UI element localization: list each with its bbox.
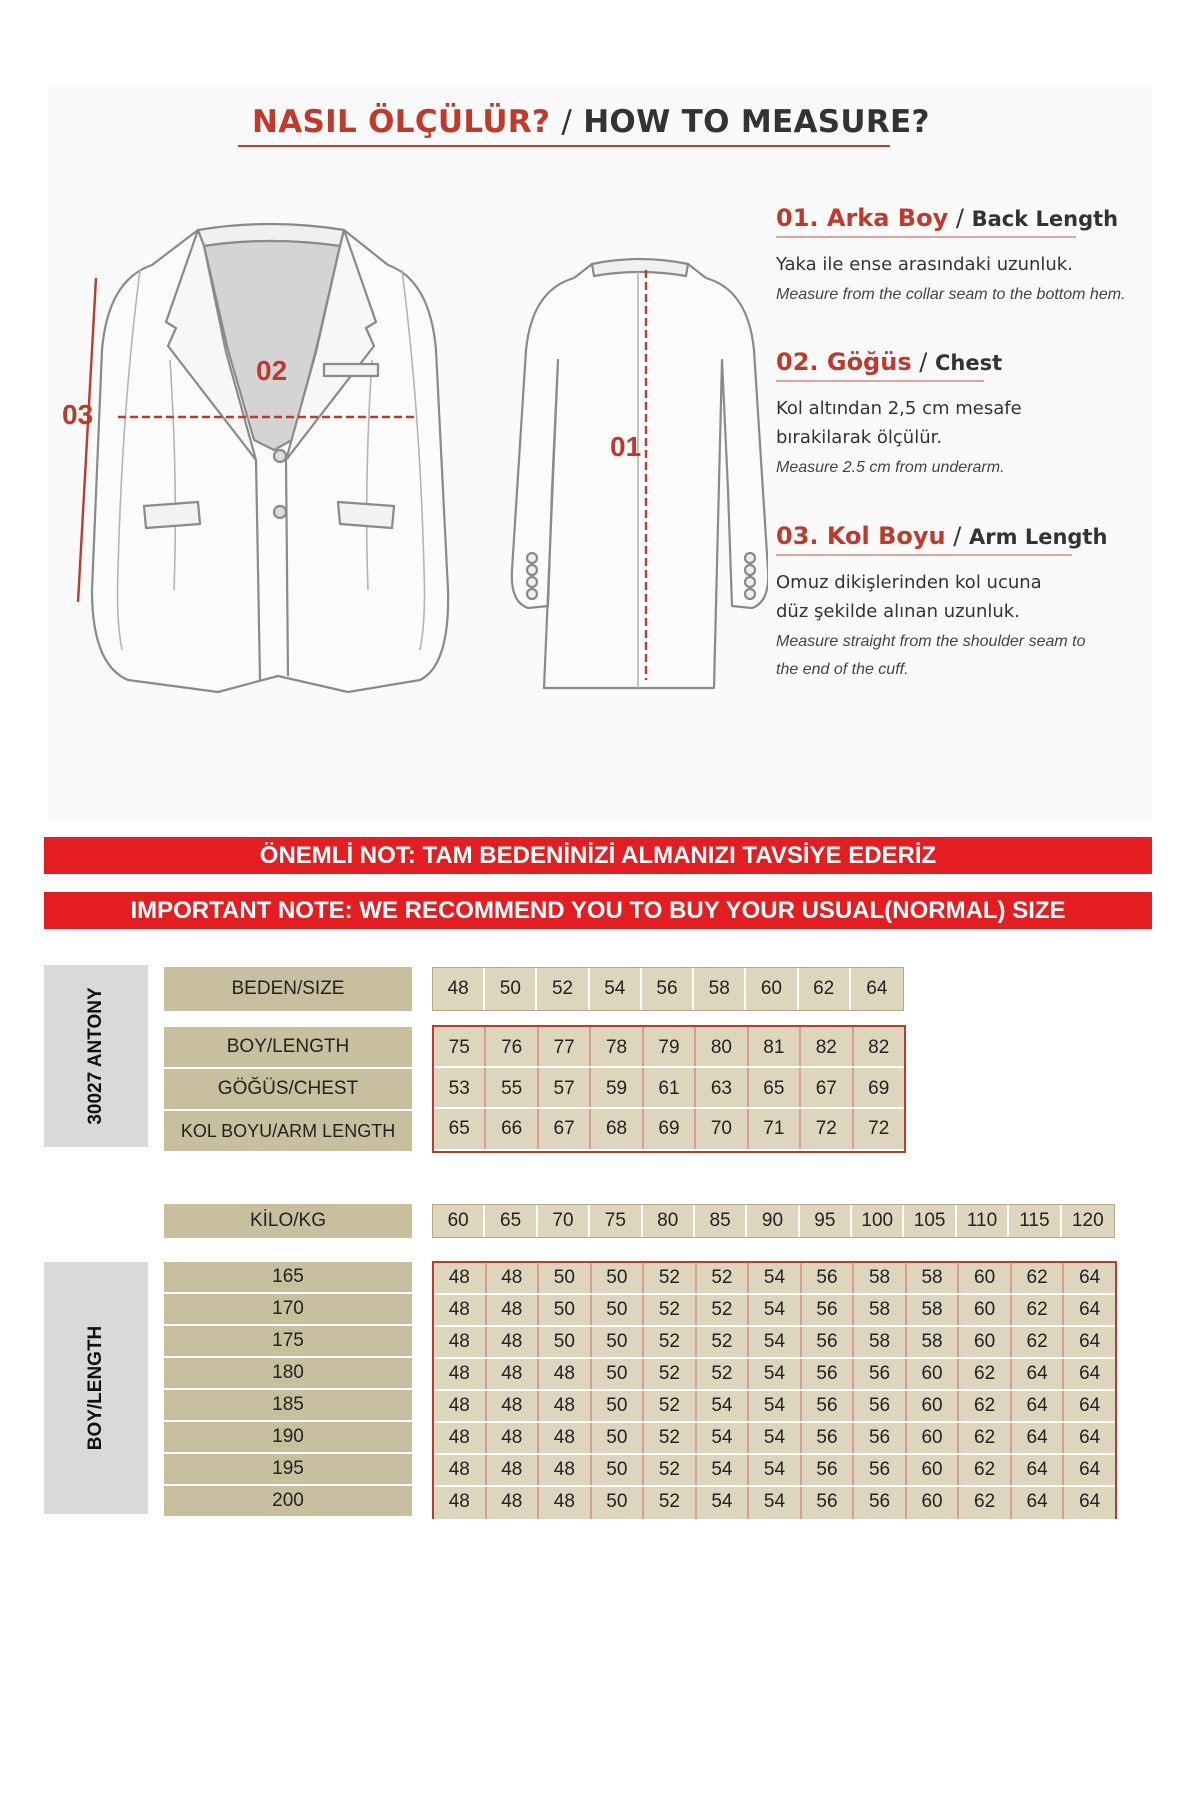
model-side-label <box>44 965 148 1147</box>
step-title-en: Arm Length <box>969 525 1108 549</box>
recommended-size-cell: 62 <box>1012 1263 1065 1293</box>
recommended-size-cell: 52 <box>697 1327 750 1357</box>
step-heading <box>776 204 1156 232</box>
measure-cell: 76 <box>486 1027 538 1066</box>
recommended-size-cell: 64 <box>1012 1423 1065 1453</box>
recommended-size-cell: 60 <box>959 1295 1012 1325</box>
measure-cell: 82 <box>801 1027 853 1066</box>
measure-cell: 66 <box>486 1109 538 1149</box>
recommended-size-cell: 56 <box>802 1263 855 1293</box>
measure-cell: 59 <box>591 1068 643 1107</box>
step-title-tr: 03. Kol Boyu <box>776 522 946 550</box>
height-label: 185 <box>164 1390 412 1420</box>
recommended-size-cell: 50 <box>592 1423 645 1453</box>
height-label: 170 <box>164 1294 412 1324</box>
recommended-size-cell: 52 <box>697 1295 750 1325</box>
table-row <box>434 1027 904 1068</box>
step-rule <box>776 554 1072 556</box>
recommended-size-cell: 48 <box>487 1455 540 1485</box>
recommended-size-cell: 62 <box>1012 1295 1065 1325</box>
recommended-size-cell: 62 <box>959 1455 1012 1485</box>
step-heading <box>776 348 1156 376</box>
recommended-size-cell: 50 <box>592 1455 645 1485</box>
measure-cell: 70 <box>696 1109 748 1149</box>
measure-cell: 53 <box>434 1068 486 1107</box>
recommended-size-cell: 50 <box>539 1327 592 1357</box>
recommended-size-cell: 48 <box>487 1295 540 1325</box>
recommended-size-cell: 50 <box>592 1295 645 1325</box>
recommended-size-cell: 54 <box>697 1391 750 1421</box>
recommended-size-cell: 48 <box>539 1455 592 1485</box>
important-note-en: IMPORTANT NOTE: WE RECOMMEND YOU TO BUY YOUR USUAL(NORMAL) SIZE <box>44 892 1152 929</box>
measurements-grid <box>432 1025 906 1153</box>
kg-header-row <box>432 1204 1115 1238</box>
height-label: 195 <box>164 1454 412 1484</box>
step-title-en: Back Length <box>971 207 1119 231</box>
recommended-size-cell: 48 <box>434 1455 487 1485</box>
recommended-size-cell: 56 <box>802 1359 855 1389</box>
how-to-measure-title <box>252 104 930 140</box>
recommended-size-cell: 62 <box>959 1423 1012 1453</box>
measure-cell: 80 <box>696 1027 748 1066</box>
step-rule <box>776 236 1076 238</box>
recommended-size-cell: 64 <box>1012 1487 1065 1519</box>
recommended-size-cell: 60 <box>907 1359 960 1389</box>
recommended-size-cell: 64 <box>1064 1327 1115 1357</box>
recommended-size-cell: 48 <box>434 1359 487 1389</box>
step-chest <box>776 348 1156 482</box>
measure-cell: 81 <box>749 1027 801 1066</box>
step-separator: / <box>955 204 964 232</box>
measure-cell: 69 <box>644 1109 696 1149</box>
step-title-tr: 01. Arka Boy <box>776 204 949 232</box>
recommended-size-cell: 56 <box>802 1487 855 1519</box>
table-row <box>434 1359 1115 1391</box>
recommended-size-cell: 56 <box>854 1359 907 1389</box>
kg-cell: 80 <box>643 1205 695 1237</box>
recommended-size-cell: 48 <box>487 1327 540 1357</box>
height-label: 165 <box>164 1262 412 1292</box>
size-cell: 48 <box>433 968 485 1010</box>
size-cell: 52 <box>537 968 589 1010</box>
recommended-size-cell: 56 <box>854 1487 907 1519</box>
measure-cell: 69 <box>854 1068 904 1107</box>
title-underline <box>238 145 890 147</box>
measure-cell: 75 <box>434 1027 486 1066</box>
height-side-label <box>44 1262 148 1514</box>
recommended-size-cell: 52 <box>644 1391 697 1421</box>
recommended-size-cell: 50 <box>592 1327 645 1357</box>
recommended-size-cell: 52 <box>644 1327 697 1357</box>
front-arm-marker: 03 <box>62 399 94 430</box>
recommended-size-cell: 48 <box>434 1391 487 1421</box>
recommended-size-cell: 54 <box>749 1263 802 1293</box>
recommended-size-cell: 58 <box>854 1263 907 1293</box>
recommended-size-cell: 48 <box>434 1487 487 1519</box>
measure-cell: 67 <box>801 1068 853 1107</box>
recommended-size-cell: 58 <box>854 1295 907 1325</box>
size-header-label: BEDEN/SIZE <box>164 967 412 1011</box>
kg-header-label: KİLO/KG <box>164 1204 412 1238</box>
front-chest-marker: 02 <box>256 355 288 386</box>
size-cell: 56 <box>642 968 694 1010</box>
recommended-size-cell: 48 <box>539 1391 592 1421</box>
recommended-size-cell: 50 <box>592 1391 645 1421</box>
step-desc-tr: Yaka ile ense arasındaki uzunluk. <box>776 254 1073 275</box>
size-cell: 60 <box>746 968 798 1010</box>
kg-cell: 75 <box>590 1205 642 1237</box>
size-cell: 64 <box>851 968 903 1010</box>
recommended-size-cell: 62 <box>959 1359 1012 1389</box>
recommended-size-cell: 54 <box>749 1327 802 1357</box>
table-row <box>434 1068 904 1109</box>
recommended-size-cell: 50 <box>539 1263 592 1293</box>
step-back-length <box>776 204 1156 309</box>
height-axis-label: BOY/LENGTH <box>85 1325 106 1451</box>
recommended-size-cell: 56 <box>802 1423 855 1453</box>
kg-cell: 70 <box>538 1205 590 1237</box>
recommended-size-cell: 64 <box>1012 1359 1065 1389</box>
step-rule <box>776 380 984 382</box>
recommended-size-cell: 56 <box>854 1391 907 1421</box>
title-separator: / <box>561 104 573 140</box>
recommended-size-cell: 48 <box>487 1391 540 1421</box>
measure-cell: 57 <box>539 1068 591 1107</box>
kg-cell: 110 <box>957 1205 1009 1237</box>
recommended-size-cell: 48 <box>434 1295 487 1325</box>
recommended-size-cell: 54 <box>749 1487 802 1519</box>
measure-cell: 79 <box>644 1027 696 1066</box>
recommended-size-cell: 58 <box>907 1327 960 1357</box>
recommended-size-cell: 60 <box>959 1263 1012 1293</box>
step-heading <box>776 522 1156 550</box>
table-row <box>434 1295 1115 1327</box>
measure-cell: 67 <box>539 1109 591 1149</box>
recommended-size-cell: 48 <box>539 1487 592 1519</box>
kg-cell: 85 <box>695 1205 747 1237</box>
kg-cell: 65 <box>485 1205 537 1237</box>
size-cell: 58 <box>694 968 746 1010</box>
title-tr: NASIL ÖLÇÜLÜR? <box>252 104 551 140</box>
recommended-size-cell: 54 <box>749 1391 802 1421</box>
kg-cell: 95 <box>800 1205 852 1237</box>
height-label: 190 <box>164 1422 412 1452</box>
size-recommendation-grid <box>432 1261 1117 1519</box>
jacket-back-figure <box>512 259 768 688</box>
jacket-illustration <box>48 210 768 720</box>
recommended-size-cell: 60 <box>907 1423 960 1453</box>
step-desc-en: Measure from the collar seam to the bottom hem. <box>776 286 1126 303</box>
step-title-tr: 02. Göğüs <box>776 348 912 376</box>
model-name: 30027 ANTONY <box>85 987 106 1125</box>
step-arm-length <box>776 522 1156 684</box>
jacket-front-figure <box>92 224 448 692</box>
measure-cell: 68 <box>591 1109 643 1149</box>
size-cell: 50 <box>485 968 537 1010</box>
recommended-size-cell: 48 <box>434 1327 487 1357</box>
recommended-size-cell: 58 <box>907 1263 960 1293</box>
recommended-size-cell: 56 <box>854 1423 907 1453</box>
recommended-size-cell: 54 <box>697 1487 750 1519</box>
recommended-size-cell: 52 <box>644 1295 697 1325</box>
recommended-size-cell: 56 <box>854 1455 907 1485</box>
recommended-size-cell: 64 <box>1012 1391 1065 1421</box>
recommended-size-cell: 62 <box>959 1487 1012 1519</box>
recommended-size-cell: 52 <box>644 1455 697 1485</box>
step-desc-en: Measure straight from the shoulder seam to the end of the cuff. <box>776 633 1086 678</box>
recommended-size-cell: 60 <box>959 1327 1012 1357</box>
recommended-size-cell: 48 <box>487 1359 540 1389</box>
recommended-size-cell: 52 <box>644 1263 697 1293</box>
recommended-size-cell: 48 <box>487 1487 540 1519</box>
kg-cell: 105 <box>904 1205 956 1237</box>
measure-cell: 71 <box>749 1109 801 1149</box>
measure-cell: 78 <box>591 1027 643 1066</box>
recommended-size-cell: 54 <box>749 1295 802 1325</box>
row-label-arm-length: KOL BOYU/ARM LENGTH <box>164 1111 412 1151</box>
step-title-en: Chest <box>934 351 1003 375</box>
size-header-row <box>432 967 904 1011</box>
row-label-length: BOY/LENGTH <box>164 1027 412 1067</box>
kg-cell: 90 <box>747 1205 799 1237</box>
recommended-size-cell: 60 <box>907 1455 960 1485</box>
kg-cell: 120 <box>1062 1205 1114 1237</box>
recommended-size-cell: 48 <box>487 1263 540 1293</box>
recommended-size-cell: 50 <box>592 1359 645 1389</box>
back-length-marker: 01 <box>610 431 642 462</box>
size-cell: 62 <box>799 968 851 1010</box>
recommended-size-cell: 48 <box>539 1423 592 1453</box>
recommended-size-cell: 64 <box>1064 1487 1115 1519</box>
recommended-size-cell: 48 <box>539 1359 592 1389</box>
table-row <box>434 1263 1115 1295</box>
recommended-size-cell: 54 <box>697 1423 750 1453</box>
title-en: HOW TO MEASURE? <box>583 104 930 140</box>
recommended-size-cell: 64 <box>1064 1455 1115 1485</box>
table-row <box>434 1391 1115 1423</box>
measure-cell: 63 <box>696 1068 748 1107</box>
recommended-size-cell: 62 <box>959 1391 1012 1421</box>
recommended-size-cell: 60 <box>907 1391 960 1421</box>
recommended-size-cell: 50 <box>539 1295 592 1325</box>
height-label: 200 <box>164 1486 412 1516</box>
row-label-chest: GÖĞÜS/CHEST <box>164 1069 412 1109</box>
recommended-size-cell: 48 <box>487 1423 540 1453</box>
table-row <box>434 1455 1115 1487</box>
measure-cell: 61 <box>644 1068 696 1107</box>
measure-cell: 77 <box>539 1027 591 1066</box>
step-desc-en: Measure 2.5 cm from underarm. <box>776 459 1005 476</box>
recommended-size-cell: 64 <box>1064 1423 1115 1453</box>
recommended-size-cell: 64 <box>1064 1359 1115 1389</box>
recommended-size-cell: 54 <box>749 1423 802 1453</box>
recommended-size-cell: 52 <box>644 1487 697 1519</box>
recommended-size-cell: 58 <box>907 1295 960 1325</box>
recommended-size-cell: 50 <box>592 1263 645 1293</box>
recommended-size-cell: 64 <box>1064 1391 1115 1421</box>
measure-cell: 72 <box>854 1109 904 1149</box>
important-note-tr: ÖNEMLİ NOT: TAM BEDENİNİZİ ALMANIZI TAVSİYE EDERİZ <box>44 837 1152 874</box>
height-label: 180 <box>164 1358 412 1388</box>
recommended-size-cell: 52 <box>697 1263 750 1293</box>
recommended-size-cell: 54 <box>697 1455 750 1485</box>
table-row <box>434 1423 1115 1455</box>
kg-cell: 60 <box>433 1205 485 1237</box>
recommended-size-cell: 60 <box>907 1487 960 1519</box>
measure-cell: 72 <box>801 1109 853 1149</box>
recommended-size-cell: 56 <box>802 1327 855 1357</box>
recommended-size-cell: 64 <box>1064 1263 1115 1293</box>
table-row <box>434 1487 1115 1519</box>
recommended-size-cell: 64 <box>1012 1455 1065 1485</box>
step-desc-tr: Kol altından 2,5 cm mesafe bırakilarak ölçülür. <box>776 398 1022 448</box>
recommended-size-cell: 56 <box>802 1295 855 1325</box>
recommended-size-cell: 62 <box>1012 1327 1065 1357</box>
step-separator: / <box>953 522 962 550</box>
measure-cell: 82 <box>854 1027 904 1066</box>
recommended-size-cell: 54 <box>749 1455 802 1485</box>
recommended-size-cell: 52 <box>644 1359 697 1389</box>
kg-cell: 115 <box>1009 1205 1061 1237</box>
recommended-size-cell: 58 <box>854 1327 907 1357</box>
table-row <box>434 1327 1115 1359</box>
step-desc-tr: Omuz dikişlerinden kol ucuna düz şekilde alınan uzunluk. <box>776 572 1042 622</box>
kg-cell: 100 <box>852 1205 904 1237</box>
recommended-size-cell: 48 <box>434 1423 487 1453</box>
recommended-size-cell: 50 <box>592 1487 645 1519</box>
recommended-size-cell: 48 <box>434 1263 487 1293</box>
measure-cell: 55 <box>486 1068 538 1107</box>
measure-cell: 65 <box>434 1109 486 1149</box>
step-separator: / <box>919 348 928 376</box>
recommended-size-cell: 56 <box>802 1391 855 1421</box>
table-row <box>434 1109 904 1149</box>
height-label: 175 <box>164 1326 412 1356</box>
recommended-size-cell: 64 <box>1064 1295 1115 1325</box>
recommended-size-cell: 54 <box>749 1359 802 1389</box>
recommended-size-cell: 56 <box>802 1455 855 1485</box>
measure-cell: 65 <box>749 1068 801 1107</box>
size-cell: 54 <box>590 968 642 1010</box>
recommended-size-cell: 52 <box>697 1359 750 1389</box>
recommended-size-cell: 52 <box>644 1423 697 1453</box>
